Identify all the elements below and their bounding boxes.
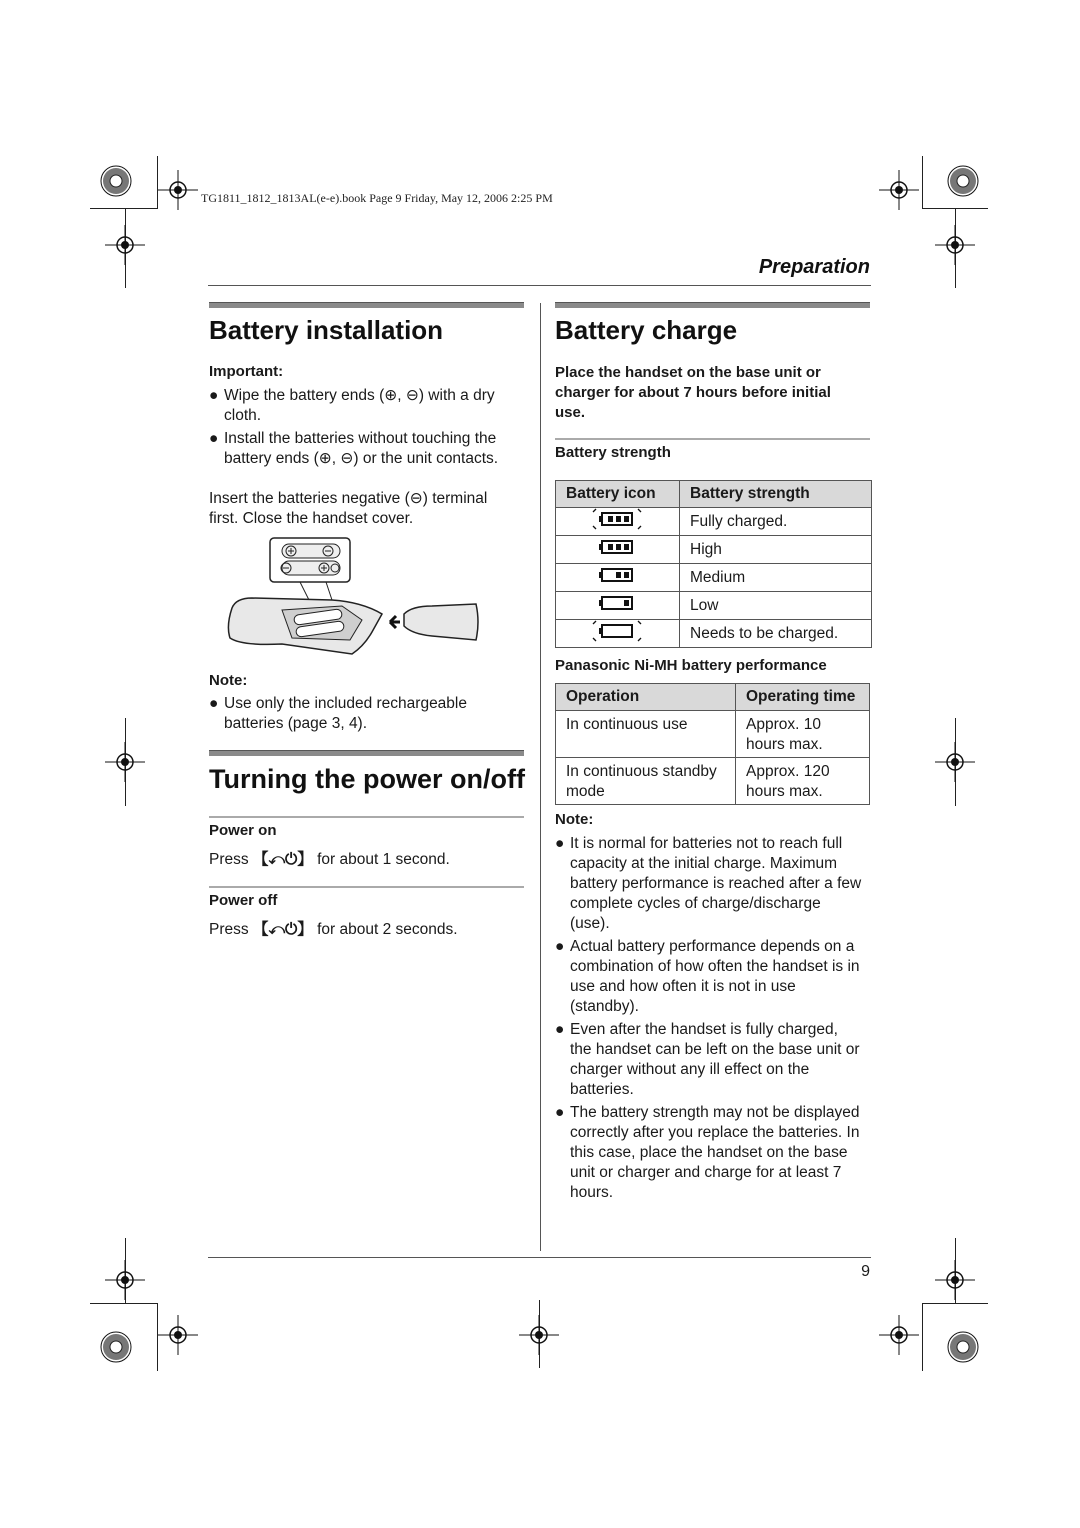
table-cell: Medium <box>680 564 872 592</box>
charge-intro: Place the handset on the base unit or charger for about 7 hours before initial use. <box>555 364 831 421</box>
battery-level-icon <box>592 564 644 586</box>
table-cell <box>556 592 680 620</box>
table-cell: Approx. 120 hours max. <box>736 758 870 805</box>
bullet-icon: ● <box>555 938 565 955</box>
bullet-icon: ● <box>555 835 565 852</box>
table-header: Battery icon <box>556 481 680 508</box>
battery-level-icon <box>592 592 644 614</box>
table-cell <box>556 508 680 536</box>
bullet-icon: ● <box>555 1021 565 1038</box>
table-cell <box>556 536 680 564</box>
print-file-info: TG1811_1812_1813AL(e-e).book Page 9 Friday, May 12, 2006 2:25 PM <box>201 191 553 205</box>
table-cell: Fully charged. <box>680 508 872 536</box>
footer-rule <box>208 1257 871 1258</box>
table-row <box>556 711 870 758</box>
bullet-icon: ● <box>209 430 219 447</box>
table-cell <box>556 620 680 648</box>
battery-performance-table <box>555 683 870 805</box>
section-bar <box>209 750 524 756</box>
battery-installation-illustration <box>222 536 482 658</box>
off-power-key-icon: 【⤺⏻】 <box>252 851 313 868</box>
table-row <box>556 564 872 592</box>
list-item: ● Wipe the battery ends (⊕, ⊖) with a dry cloth. <box>209 387 495 424</box>
power-onoff-heading: Turning the power on/off <box>209 764 525 794</box>
battery-level-icon <box>592 508 644 530</box>
battery-strength-table <box>555 480 872 648</box>
divider <box>209 886 524 888</box>
section-bar <box>555 302 870 308</box>
table-cell: High <box>680 536 872 564</box>
table-row <box>556 758 870 805</box>
battery-level-icon <box>592 620 644 642</box>
performance-label: Panasonic Ni-MH battery performance <box>555 657 827 674</box>
page-number: 9 <box>861 1263 870 1280</box>
important-label: Important: <box>209 363 284 380</box>
battery-charge-heading: Battery charge <box>555 315 738 345</box>
power-off-instruction: Press 【⤺⏻】 for about 2 seconds. <box>209 921 458 938</box>
off-power-key-icon: 【⤺⏻】 <box>252 921 313 938</box>
list-item: ● Install the batteries without touching the battery ends (⊕, ⊖) or the unit contacts. <box>209 430 499 467</box>
divider <box>209 816 524 818</box>
table-row <box>556 508 872 536</box>
running-head: Preparation <box>758 256 870 278</box>
list-item: ● Even after the handset is fully charged, the handset can be left on the base unit or charger without any ill effect on the batteries. <box>555 1021 860 1098</box>
column-divider <box>540 303 541 1251</box>
table-row <box>556 536 872 564</box>
table-cell: In continuous use <box>556 711 736 758</box>
table-cell: In continuous standby mode <box>556 758 736 805</box>
note-label: Note: <box>209 672 248 689</box>
divider <box>555 438 870 440</box>
power-on-label: Power on <box>209 822 277 839</box>
list-item: ● The battery strength may not be displayed correctly after you replace the batteries. In this case, place the handset on the base unit or charger and charge for at least 7 hours. <box>555 1104 860 1201</box>
table-header: Operation <box>556 684 736 711</box>
battery-strength-label: Battery strength <box>555 444 671 461</box>
bullet-icon: ● <box>209 387 219 404</box>
battery-installation-heading: Battery installation <box>209 315 444 345</box>
bullet-icon: ● <box>209 695 219 712</box>
header-rule <box>208 285 871 286</box>
list-item: ● Use only the included rechargeable batteries (page 3, 4). <box>209 695 467 732</box>
power-off-label: Power off <box>209 892 278 909</box>
insert-instruction: Insert the batteries negative (⊖) terminal first. Close the handset cover. <box>209 490 488 527</box>
table-header: Battery strength <box>680 481 872 508</box>
list-item: ● It is normal for batteries not to reach full capacity at the initial charge. Maximum battery performance is reached after a few complete cycles of charge/discharge (use). <box>555 835 862 932</box>
list-item: ● Actual battery performance depends on a combination of how often the handset is in use and how often it is not in use (standby). <box>555 938 860 1015</box>
table-row <box>556 620 872 648</box>
table-cell: Approx. 10 hours max. <box>736 711 870 758</box>
bullet-icon: ● <box>555 1104 565 1121</box>
table-header: Operating time <box>736 684 870 711</box>
table-cell: Low <box>680 592 872 620</box>
power-on-instruction: Press 【⤺⏻】 for about 1 second. <box>209 851 450 868</box>
table-cell <box>556 564 680 592</box>
table-row <box>556 592 872 620</box>
section-bar <box>209 302 524 308</box>
table-cell: Needs to be charged. <box>680 620 872 648</box>
note-label: Note: <box>555 811 594 828</box>
battery-level-icon <box>592 536 644 558</box>
